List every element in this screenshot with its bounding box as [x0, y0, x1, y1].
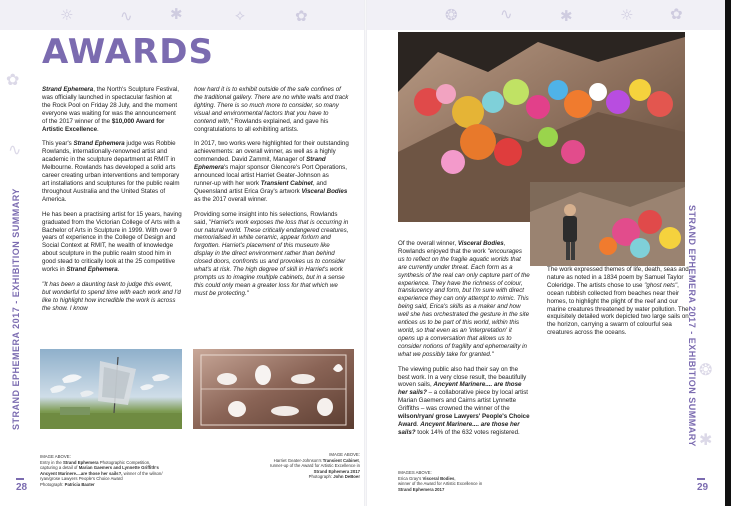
page-number-right: 29: [697, 482, 709, 493]
paragraph: The work expressed themes of life, death, seas and nature as noted in a 1834 poem by Samuel Taylor Coleridge. The artists chose to use "ghost nets", ocean rubbish collected from beaches near their homes, to highlight the plight of the reef and our marine creatures threatened by water pollution. The exquisitely detailed work depicted two large sails on the horizon, carrying a swarm of colourful sea creatures across the oceans.: [547, 266, 689, 337]
text-column-2: [194, 86, 349, 305]
text-column-3: [398, 240, 530, 444]
caption-visceral-bodies: IMAGES ABOVE: Erica Gray's Visceral Bodies, winner of the Award for Artistic Excellence in Strand Ephemera 2017: [398, 470, 483, 492]
flower-motif-icon: ✿: [295, 7, 308, 25]
cabinet-illustration: [193, 349, 354, 429]
page-number-rule: [697, 478, 705, 480]
page-number-left: 28: [16, 482, 28, 493]
left-running-header: STRAND EPHEMERA 2017 - EXHIBITION SUMMARY: [11, 188, 21, 430]
right-running-header: STRAND EPHEMERA 2017 - EXHIBITION SUMMARY: [687, 205, 697, 447]
flower-motif-icon: ✿: [670, 5, 683, 23]
caption-cabinet: IMAGE ABOVE: Harriet Geater-Johnson's Transient Cabinet, runner-up of the Award for Artistic Excellence in Strand Ephemera 2017 Photograph: John DeBoer: [269, 452, 360, 479]
flower-motif-icon: ✿: [6, 72, 20, 89]
photo-transient-cabinet: [193, 349, 354, 429]
text-column-4: [547, 266, 697, 344]
quote-paragraph: "It has been a daunting task to judge this event, but wonderful to spend time with each work and I'd like to highlight how incredible the work is across the show. I know: [42, 280, 181, 312]
quote-paragraph: Providing some insight into his selections, Rowlands said, "Harriet's work exposes the loss that is occurring in our natural world. These critically endangered creatures, memorialised in white ceramic, appear forlorn and forgotten. Harriet's placement of this museum like display in the direct environment rather than behind closed doors, confronts us and provokes us to consider what's at risk. The high degree of skill in Harriet's work prompts us to imagine multiple cabinets, but in a sense this could only mean a greater loss for that which we must be protecting.": [194, 210, 349, 297]
star-motif-icon: ✱: [560, 7, 573, 25]
quote-paragraph: how hard it is to exhibit outside of the safe confines of the traditional gallery. There are no white walls and track lighting. There is so much more to consider, so many visual and environmental factors that you have to contend with," Rowlands explained, and gave his congratulations to all exhibiting artists.: [194, 86, 349, 133]
paragraph: The viewing public also had their say on the best work. In a very close result, the beautifully woven sails, Ancyent Marinere.... are those her sails? – a collaborative piece by local artist Marian Gaemers and Cairns artist Lynnette Griffiths – was crowned the winner of the wilson/ryan/ grose Lawyers' People's Choice Award. Ancyent Marinere.... are those her sails? took 14% of the 632 votes registered.: [398, 365, 530, 436]
paragraph: Of the overall winner, Visceral Bodies, Rowlands enjoyed that the work "encourages us to reflect on the fragile aquatic worlds that are currently under threat. Each form as a synthesis of the real can only capture part of the experience. They have the richness of colour, translucency and form, but I'm sure with direct experience they can only attempt to mimic. This being said, Erica's skills as a maker and how well she has orchestrated the gesture in the site entices us to be part of this world, within this world, so that even as an 'interpretation' it opens up a conversation that allows us to consider notions of fragility and ephemerality in what we possibly take for granted.": [398, 240, 530, 358]
text-column-1: [42, 86, 182, 320]
sun-motif-icon: ☼: [60, 6, 74, 24]
paragraph: This year's Strand Ephemera judge was Robbie Rowlands, internationally-renowned artist and academic in the sculpture department at RMIT in Melbourne. Rowlands has developed a solid arts career creating urban interventions and temporary art installations and sculptures for the public realm throughout Australia and the United States of America.: [42, 140, 180, 203]
wave-motif-icon: ∿: [8, 142, 22, 159]
sun-motif-icon: ☼: [620, 6, 634, 24]
viewer-edge: [725, 0, 731, 506]
page-number-rule: [16, 478, 24, 480]
caption-sails: IMAGE ABOVE: Entry in the Strand Ephemera Photographic Competition, capturing a detail of Marian Gaemers and Lynnette Griffith's Ancyent Marinere....are those her sails?, winner of the wilson/ ryan/grose Lawyers People's Choice Award Photograph: Patricia Baxter: [40, 454, 163, 487]
fish-motif-icon: ⟡: [235, 6, 245, 24]
photo-artist-with-sculptures: [530, 182, 685, 266]
shell-motif-icon: ❂: [445, 6, 458, 24]
shell-motif-icon: ❂: [699, 362, 713, 379]
wave-motif-icon: ∿: [500, 5, 513, 23]
paragraph: He has been a practising artist for 15 years, having graduated from the Victorian College of Arts with a Bachelor of Arts in Sculpture in 1999. With over 9 years of experience in the College of Design and Social Context at RMIT, he wealth of knowledge about sculpture in the public realm stood him in good stead to critically look at the 25 competitive works in Strand Ephemera.: [42, 210, 182, 274]
paragraph: In 2017, two works were highlighted for their outstanding achievements: an overall winner, as well as a highly commended. David Zammit, Manager of Strand Ephemera's major sponsor Glencore's Port Operations, announced local artist Harriet Geater-Johnson as runner-up with her work Transient Cabinet, and Queensland artist Erica Gray's artwork Visceral Bodies as the 2017 overall winner.: [194, 140, 349, 203]
star-motif-icon: ✱: [170, 5, 183, 23]
artist-illustration: [530, 182, 685, 266]
page-fold: [364, 0, 367, 506]
wave-motif-icon: ∿: [120, 7, 133, 25]
photo-sails-sculpture: [40, 349, 182, 429]
page-title: AWARDS: [42, 32, 214, 72]
star-motif-icon: ✱: [699, 432, 713, 449]
paragraph: Strand Ephemera, the North's Sculpture Festival, was officially launched in spectacular fashion at the Rock Pool on Friday 28 July, and the moment everyone was waiting for was the announcement of the 2017 winner of the $10,000 Award for Artistic Excellence.: [42, 86, 180, 133]
sails-illustration: [40, 349, 182, 429]
